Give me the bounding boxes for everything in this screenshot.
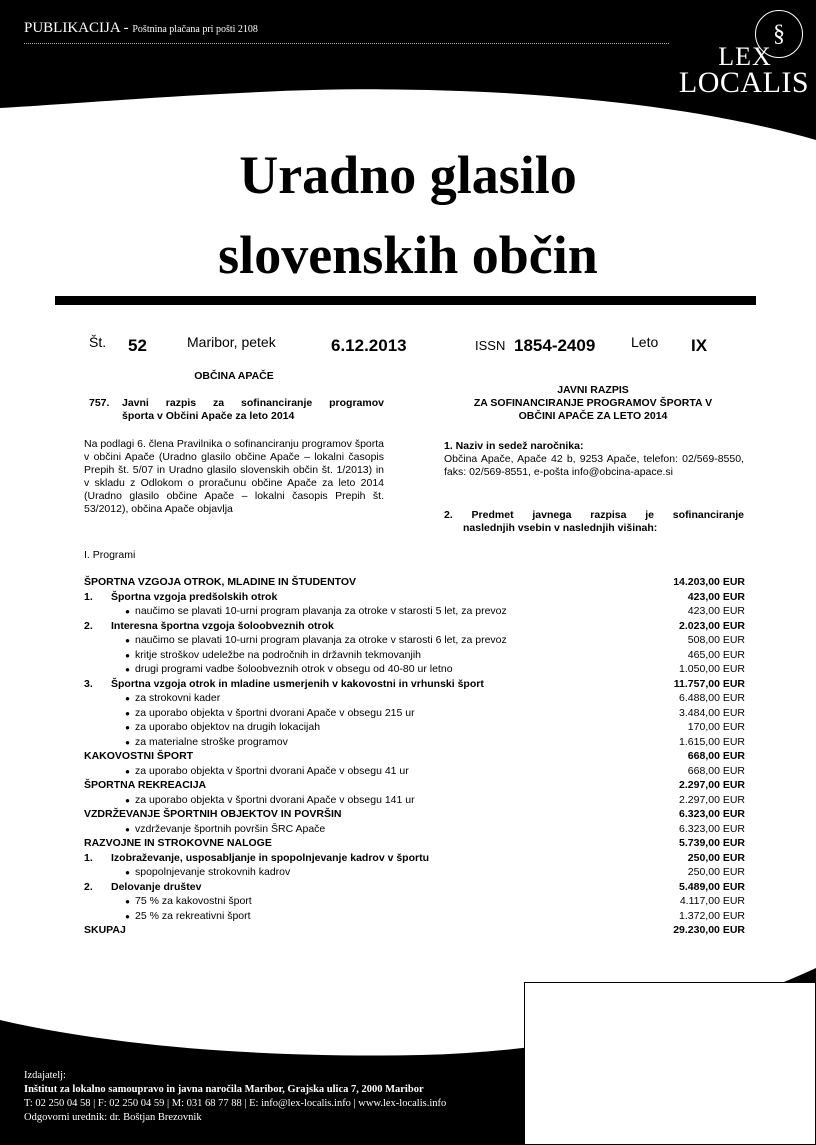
program-row [84,604,745,619]
footer-publisher-label: Izdajatelj: [24,1070,66,1081]
program-label [120,706,415,722]
publication-label: PUBLIKACIJA [24,20,120,36]
program-amount: 14.203,00 EUR [673,576,745,588]
program-amount: 250,00 EUR [687,866,745,878]
program-amount: 5.489,00 EUR [679,880,745,893]
footer-publisher: Inštitut za lokalno samoupravo in javna naročila Maribor, Grajska ulica 7, 2000 Maribor [24,1084,424,1095]
program-row [84,720,745,735]
call-heading-line-2: ZA SOFINANCIRANJE PROGRAMOV ŠPORTA V [473,397,713,409]
bullet-icon: ● [125,897,130,906]
program-label [84,836,272,851]
program-label-text: kritje stroškov udeležbe na področnih in državnih tekmovanjih [135,648,421,661]
program-row [84,633,745,648]
bullet-icon: ● [125,795,130,805]
program-label-text: spopolnjevanje strokovnih kadrov [135,866,291,878]
program-label [120,894,252,910]
publication-line: PUBLIKACIJA - Poštnina plačana pri pošti 2108 [24,20,258,36]
program-row [84,778,745,793]
program-row [84,735,745,750]
program-row [84,894,745,909]
masthead-title-line-1: Uradno glasilo [239,145,577,205]
bullet-icon: ● [125,737,130,747]
call-heading-line-3: OBČINI APAČE ZA LETO 2014 [518,410,668,422]
intro-paragraph: Na podlagi 6. člena Pravilnika o sofinanciranju programov športa v občini Apače (Uradno glasilo občine Apače – lokalni časopis Prepih št. 5/07 in Uradno glasilo slovenskih občin št. 1/2013) in v skladu z Odlokom o proračunu občine Apače za leto 2014 (Uradno glasilo občine Apače – lokalni časopis Prepih št. 53/2012), občina Apače objavlja [84,438,384,515]
program-label-text: Izobraževanje, usposabljanje in spopolnjevanje kadrov v športu [111,851,429,864]
program-label [84,575,356,590]
program-amount: 29.230,00 EUR [673,924,745,936]
program-label-text: RAZVOJNE IN STROKOVNE NALOGE [84,837,272,849]
bullet-icon: ● [125,911,130,921]
program-row [84,880,745,895]
program-label [120,735,288,751]
program-label-text: za uporabo objekta v športni dvorani Apače v obsegu 41 ur [135,764,409,777]
bullet-icon: ● [125,650,130,660]
issn-value: 1854-2409 [514,336,596,355]
program-label-text: za uporabo objekta v športni dvorani Apače v obsegu 141 ur [135,793,415,806]
program-label [120,720,320,736]
program-amount: 508,00 EUR [687,634,745,646]
bullet-icon: ● [125,723,130,732]
program-label [84,619,334,634]
item-title-line-1: Javni razpis za sofinanciranje programov [122,397,384,409]
program-row [84,822,745,837]
program-label [120,633,507,649]
footer-contacts: T: 02 250 04 58 | F: 02 250 04 59 | M: 031 68 77 88 | E: info@lex-localis.info | www.lex-localis.info [24,1098,447,1109]
bullet-icon: ● [125,694,130,703]
program-row [84,662,745,677]
logo-localis: LOCALIS [678,66,810,99]
program-amount: 5.739,00 EUR [679,837,745,849]
program-label-text: naučimo se plavati 10-urni program plavanja za otroke v starosti 6 let, za prevoz [135,634,507,646]
program-label-text: za materialne stroške programov [135,735,288,748]
program-row [84,590,745,605]
program-amount: 1.050,00 EUR [679,663,745,675]
program-label [84,590,277,605]
logo-lex: LEX [718,42,772,71]
program-amount: 4.117,00 EUR [679,895,745,907]
program-label [120,662,453,678]
bullet-icon: ● [125,665,130,674]
program-label-text: drugi programi vadbe šoloobveznih otrok v obsegu od 40-80 ur letno [135,663,453,675]
program-label-text: Delovanje društev [111,880,202,893]
program-amount: 1.615,00 EUR [679,735,745,748]
masthead-title-line-2: slovenskih občin [218,225,598,285]
year-value: IX [691,336,708,355]
title-rule [55,296,756,305]
program-amount: 668,00 EUR [687,764,745,777]
program-amount: 6.323,00 EUR [679,808,745,820]
program-label [84,880,201,895]
bullet-icon: ● [125,824,130,834]
program-amount: 2.297,00 EUR [679,779,745,791]
municipality-heading: OBČINA APAČE [194,370,274,382]
bullet-icon: ● [125,766,130,776]
program-label [84,923,126,938]
postage-note: Poštnina plačana pri pošti 2108 [132,24,258,35]
program-label [84,677,484,692]
program-label [84,851,429,866]
program-number: 3. [84,677,93,690]
program-label [120,648,421,664]
bullet-icon: ● [125,868,130,877]
section-1-title: 1. Naziv in sedež naročnika: [444,440,584,452]
program-label-text: naučimo se plavati 10-urni program plavanja za otroke v starosti 5 let, za prevoz [135,605,507,617]
issue-date: 6.12.2013 [331,336,407,355]
program-amount: 2.023,00 EUR [679,619,745,632]
program-label-text: KAKOVOSTNI ŠPORT [84,750,194,762]
program-row [84,851,745,866]
section-2-title-line-1: 2. Predmet javnega razpisa je sofinanciranje [444,509,744,521]
program-row [84,691,745,706]
program-label [84,807,342,822]
issn-label: ISSN [475,338,506,353]
program-row [84,793,745,808]
program-row [84,923,745,938]
program-label-text: za uporabo objektov na drugih lokacijah [135,721,321,733]
program-label-text: SKUPAJ [84,924,126,936]
program-label [120,604,507,620]
program-row [84,865,745,880]
program-label-text: ŠPORTNA REKREACIJA [84,779,207,791]
program-label-text: VZDRŽEVANJE ŠPORTNIH OBJEKTOV IN POVRŠIN [84,808,342,820]
section-2-title-line-2: naslednjih vsebin v naslednjih višinah: [463,522,658,534]
bullet-icon: ● [125,708,130,718]
program-label-text: Interesna športna vzgoja šoloobveznih otrok [111,619,334,632]
program-label-text: Športna vzgoja predšolskih otrok [111,590,278,603]
program-amount: 465,00 EUR [687,648,745,661]
item-title-line-2: športa v Občini Apače za leto 2014 [122,410,295,422]
programs-heading: I. Programi [84,549,136,561]
program-label [120,865,290,881]
issue-place-day: Maribor, petek [187,334,276,350]
program-label-text: Športna vzgoja otrok in mladine usmerjenih v kakovostni in vrhunski šport [111,677,484,690]
program-number: 1. [84,590,93,603]
issue-number-label: Št. [89,334,107,350]
program-label-text: za strokovni kader [135,692,221,704]
section-1-text: Občina Apače, Apače 42 b, 9253 Apače, telefon: 02/569-8550, faks: 02/569-8551, e-pošta info@obcina-apace.si [444,453,744,478]
program-row [84,619,745,634]
program-row [84,648,745,663]
program-row [84,706,745,721]
program-row [84,909,745,924]
dotted-divider [24,43,669,44]
program-amount: 1.372,00 EUR [679,909,745,922]
program-number: 2. [84,880,93,893]
program-amount: 3.484,00 EUR [679,706,745,719]
program-label [120,691,220,707]
program-row [84,575,745,590]
program-label [120,793,415,809]
program-row [84,677,745,692]
blank-box [524,982,816,1145]
issue-number: 52 [128,336,147,355]
program-label-text: vzdrževanje športnih površin ŠRC Apače [135,822,326,835]
program-label-text: 75 % za kakovostni šport [135,895,252,907]
program-label-text: za uporabo objekta v športni dvorani Apače v obsegu 215 ur [135,706,415,719]
program-row [84,807,745,822]
program-label [120,764,409,780]
program-label [120,822,325,838]
bullet-icon: ● [125,607,130,616]
program-row [84,836,745,851]
bullet-icon: ● [125,636,130,645]
program-label-text: 25 % za rekreativni šport [135,909,251,922]
program-row [84,764,745,779]
item-number: 757. [89,397,110,409]
program-amount: 11.757,00 EUR [673,677,745,690]
program-row [84,749,745,764]
program-amount: 668,00 EUR [687,750,745,762]
program-amount: 6.323,00 EUR [679,822,745,835]
program-amount: 170,00 EUR [687,721,745,733]
program-label [120,909,251,925]
year-label: Leto [631,334,659,350]
program-amount: 2.297,00 EUR [679,793,745,806]
program-amount: 423,00 EUR [687,590,745,603]
program-amount: 250,00 EUR [687,851,745,864]
program-amount: 423,00 EUR [687,605,745,617]
program-number: 2. [84,619,93,632]
program-number: 1. [84,851,93,864]
program-label [84,749,193,764]
program-amount: 6.488,00 EUR [679,692,745,704]
call-heading-line-1: JAVNI RAZPIS [557,384,629,396]
program-label-text: ŠPORTNA VZGOJA OTROK, MLADINE IN ŠTUDENTOV [84,576,357,588]
footer-editor: Odgovorni urednik: dr. Boštjan Brezovnik [24,1112,202,1123]
program-label [84,778,206,793]
section-sign-icon: § [755,10,803,58]
